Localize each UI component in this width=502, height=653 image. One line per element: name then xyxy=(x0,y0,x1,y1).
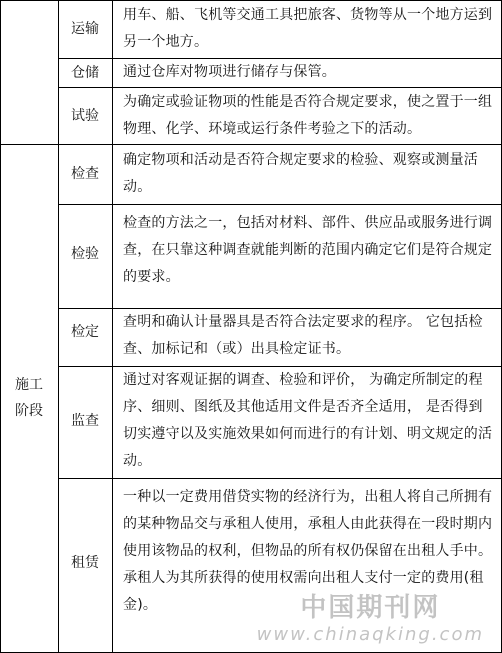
term-cell: 运输 xyxy=(71,21,99,37)
term-cell: 监查 xyxy=(71,413,99,429)
row-divider xyxy=(58,204,502,205)
stage-label: 施工 阶段 xyxy=(15,377,43,419)
row-divider xyxy=(58,87,502,88)
watermark-url: www.chinaqking.com xyxy=(256,624,484,645)
term-cell: 检查 xyxy=(71,166,99,182)
watermark xyxy=(257,587,484,645)
column-divider xyxy=(112,0,113,653)
term-cell: 租赁 xyxy=(71,555,99,571)
definition-cell: 一种以一定费用借贷实物的经济行为，出租人将自己所拥有的某种物品交与承租人使用，承租人由此获得在一段时期内使用该物品的权利，但物品的所有权仍保留在出租人手中。承租人为其所获得的使用权需向出租人支付一定的费用(租金)。 xyxy=(123,489,493,613)
row-divider xyxy=(0,144,502,145)
table-border-left xyxy=(0,0,1,653)
table-border-top xyxy=(0,0,502,1)
term-cell: 检验 xyxy=(71,246,99,262)
definition-cell: 通过仓库对物项进行储存与保管。 xyxy=(123,64,336,80)
definition-cell: 查明和确认计量器具是否符合法定要求的程序。 它包括检查、加标记和（或）出具检定证书。 xyxy=(123,314,483,357)
definition-cell: 确定物项和活动是否符合规定要求的检验、观察或测量活动。 xyxy=(123,152,478,195)
term-cell: 检定 xyxy=(71,324,99,340)
row-divider xyxy=(58,478,502,479)
definition-cell: 为确定或验证物项的性能是否符合规定要求，使之置于一组物理、化学、环境或运行条件考验之下的活动。 xyxy=(123,94,493,137)
term-cell: 试验 xyxy=(71,108,99,124)
term-cell: 仓储 xyxy=(71,65,99,81)
watermark-cn: 中国期刊网 xyxy=(300,593,441,623)
definition-cell: 通过对客观证据的调查、检验和评价， 为确定所制定的程序、细则、图纸及其他适用文件是否齐全适用， 是否得到切实遵守以及实施效果如何而进行的有计划、明文规定的活动。 xyxy=(123,372,493,469)
definition-cell: 检查的方法之一，包括对材料、部件、供应品或服务进行调查，在只靠这种调查就能判断的范围内确定它们是符合规定的要求。 xyxy=(123,215,493,285)
definition-cell: 用车、船、飞机等交通工具把旅客、货物等从一个地方运到另一个地方。 xyxy=(123,7,493,50)
